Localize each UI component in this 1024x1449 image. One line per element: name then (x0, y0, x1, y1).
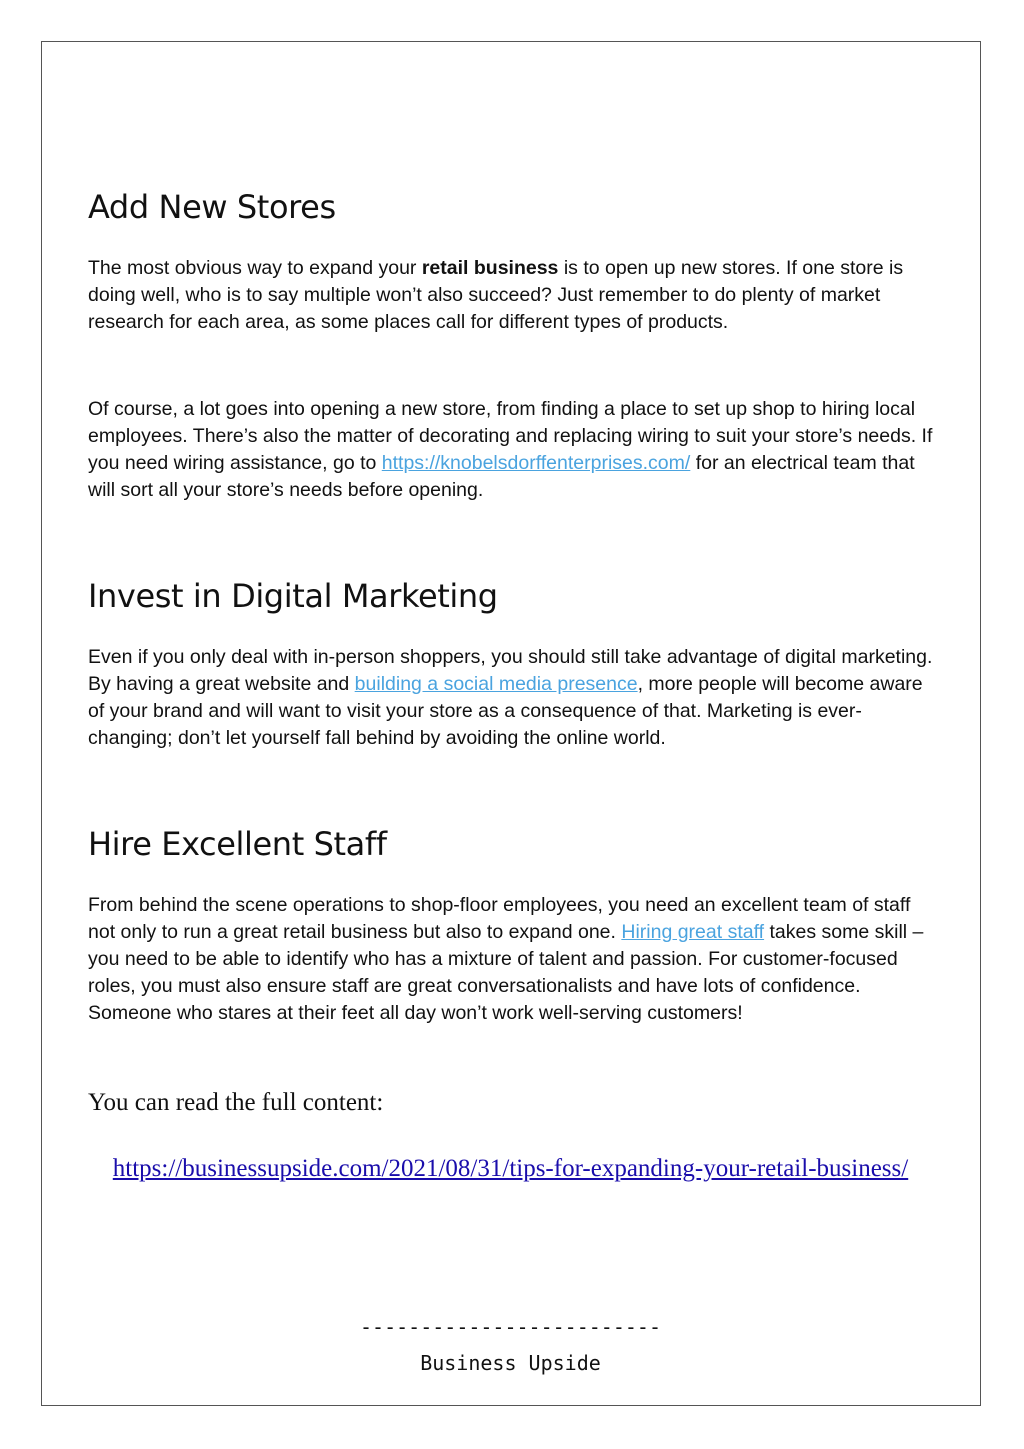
heading-add-new-stores: Add New Stores (88, 188, 336, 226)
text-span: takes some skill – you need to be able to identify who has a mixture of talent and passion. For customer-focused roles, you must also ensure staff are great conversationalists and have lots of confidence. Someone who stares at their feet all day won’t work well-serving customers! (88, 921, 924, 1024)
read-full-label: You can read the full content: (88, 1089, 384, 1116)
bold-retail-business: retail business (421, 257, 559, 279)
footer-divider: ------------------------- (359, 1315, 662, 1339)
heading-hire-excellent-staff: Hire Excellent Staff (88, 825, 387, 863)
paragraph-marketing (88, 644, 933, 752)
full-url-line (88, 1153, 933, 1184)
link-knobelsdorff[interactable]: https://knobelsdorffenterprises.com/ (381, 452, 691, 474)
heading-digital-marketing: Invest in Digital Marketing (88, 577, 498, 615)
text-span: The most obvious way to expand your (88, 257, 422, 279)
text-span: for an electrical team that will sort all your store’s needs before opening. (88, 452, 915, 501)
text-span: Of course, a lot goes into opening a new store, from finding a place to set up shop to hiring local employees. There’s also the matter of decorating and replacing wiring to suit your store’s needs. If you need wiring assistance, go to (88, 398, 933, 474)
footer-brand-name: Business Upside (420, 1351, 601, 1375)
text-span: From behind the scene operations to shop-floor employees, you need an excellent team of staff not only to run a great retail business but also to expand one. (88, 894, 911, 943)
paragraph-stores-wiring (88, 396, 933, 504)
paragraph-stores-intro (88, 255, 933, 336)
paragraph-staff (88, 892, 933, 1027)
link-full-article[interactable]: https://businessupside.com/2021/08/31/tips-for-expanding-your-retail-business/ (112, 1155, 909, 1182)
text-span: is to open up new stores. If one store is doing well, who is to say multiple won’t also succeed? Just remember to do plenty of market research for each area, as some places call for different types of products. (88, 257, 904, 333)
text-span: , more people will become aware of your brand and will want to visit your store as a consequence of that. Marketing is ever-changing; don’t let yourself fall behind by avoiding the online world. (88, 673, 923, 749)
link-hiring-great-staff[interactable]: Hiring great staff (621, 921, 765, 943)
text-span: Even if you only deal with in-person shoppers, you should still take advantage of digital marketing. By having a great website and (88, 646, 933, 695)
link-social-media-presence[interactable]: building a social media presence (354, 673, 638, 695)
